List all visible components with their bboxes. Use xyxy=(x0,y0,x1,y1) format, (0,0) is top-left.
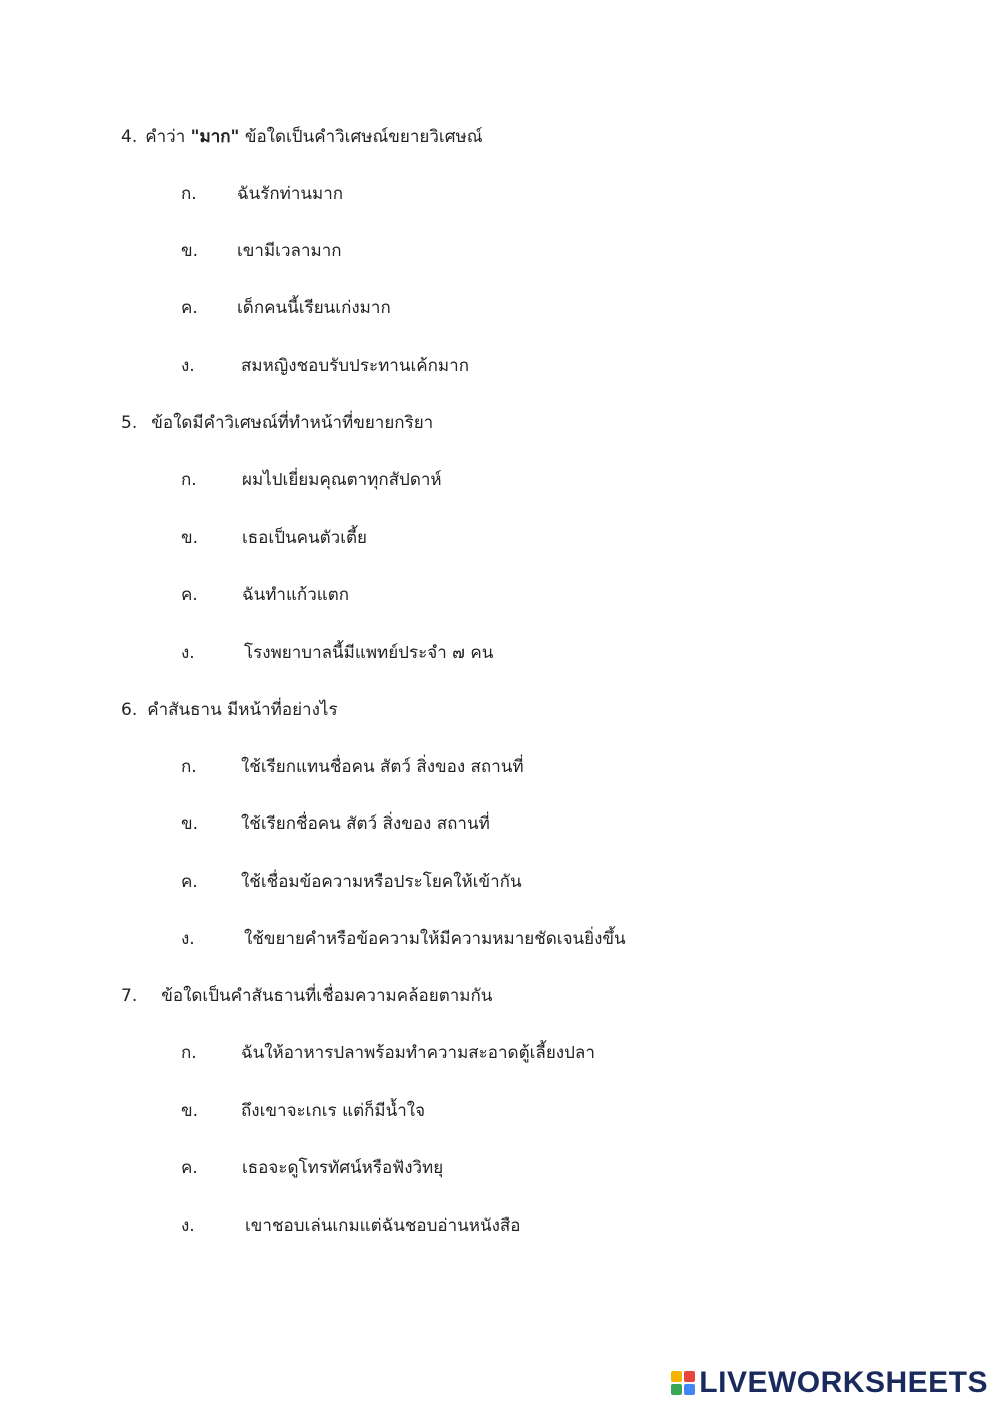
option-text: โรงพยาบาลนี้มีแพทย์ประจำ ๗ คน xyxy=(244,643,494,663)
logo-square-yellow xyxy=(671,1371,682,1382)
option-6-a[interactable] xyxy=(181,756,524,778)
option-4-b[interactable] xyxy=(181,240,342,262)
logo-square-green xyxy=(671,1384,682,1395)
option-7-d[interactable] xyxy=(181,1215,521,1237)
liveworksheets-logo-icon xyxy=(671,1371,695,1395)
option-letter: ข. xyxy=(181,241,199,261)
option-letter: ค. xyxy=(181,1158,198,1178)
question-prefix: คำว่า xyxy=(145,127,191,147)
option-text: ใช้เชื่อมข้อความหรือประโยคให้เข้ากัน xyxy=(241,872,522,892)
option-text: เขาชอบเล่นเกมแต่ฉันชอบอ่านหนังสือ xyxy=(245,1216,521,1236)
option-text: ฉันให้อาหารปลาพร้อมทำความสะอาดตู้เลี้ยงปลา xyxy=(241,1043,595,1063)
option-letter: ก. xyxy=(181,470,197,490)
option-letter: ง. xyxy=(181,1216,195,1236)
option-text: สมหญิงชอบรับประทานเค้กมาก xyxy=(241,356,469,376)
option-text: เธอจะดูโทรทัศน์หรือฟังวิทยุ xyxy=(242,1158,444,1178)
logo-square-blue xyxy=(684,1384,695,1395)
option-text: ถึงเขาจะเกเร แต่ก็มีน้ำใจ xyxy=(241,1101,426,1121)
question-number: 5. xyxy=(121,413,138,433)
option-text: ฉันรักท่านมาก xyxy=(237,184,344,204)
option-5-c[interactable] xyxy=(181,584,349,606)
option-7-b[interactable] xyxy=(181,1100,425,1122)
question-number: 4. xyxy=(121,127,138,147)
option-4-d[interactable] xyxy=(181,355,469,377)
option-text: ใช้เรียกแทนชื่อคน สัตว์ สิ่งของ สถานที่ xyxy=(241,757,524,777)
logo-square-red xyxy=(684,1371,695,1382)
question-text: ข้อใดเป็นคำสันธานที่เชื่อมความคล้อยตามกัน xyxy=(161,986,493,1006)
option-6-d[interactable] xyxy=(181,928,626,950)
option-letter: ข. xyxy=(181,1101,199,1121)
option-text: เขามีเวลามาก xyxy=(237,241,342,261)
option-text: เด็กคนนี้เรียนเก่งมาก xyxy=(237,298,391,318)
option-letter: ก. xyxy=(181,184,197,204)
question-keyword: "มาก" xyxy=(190,127,240,147)
option-text: เธอเป็นคนตัวเตี้ย xyxy=(242,528,368,548)
question-text: ข้อใดมีคำวิเศษณ์ที่ทำหน้าที่ขยายกริยา xyxy=(151,413,434,433)
question-suffix: ข้อใดเป็นคำวิเศษณ์ขยายวิเศษณ์ xyxy=(239,127,483,147)
option-5-a[interactable] xyxy=(181,469,442,491)
option-letter: ง. xyxy=(181,643,195,663)
question-number: 7. xyxy=(121,986,138,1006)
option-5-d[interactable] xyxy=(181,642,493,664)
option-letter: ข. xyxy=(181,814,199,834)
logo-text: LIVEWORKSHEETS xyxy=(699,1366,988,1399)
option-letter: ง. xyxy=(181,929,195,949)
option-letter: ค. xyxy=(181,585,198,605)
option-5-b[interactable] xyxy=(181,527,367,549)
option-4-a[interactable] xyxy=(181,183,343,205)
option-text: ฉันทำแก้วแตก xyxy=(242,585,350,605)
question-6 xyxy=(121,699,338,721)
question-text: คำสันธาน มีหน้าที่อย่างไร xyxy=(147,700,338,720)
option-7-c[interactable] xyxy=(181,1157,443,1179)
question-7 xyxy=(121,985,492,1007)
liveworksheets-logo[interactable] xyxy=(671,1366,988,1400)
option-letter: ค. xyxy=(181,298,198,318)
option-text: ใช้ขยายคำหรือข้อความให้มีความหมายชัดเจนยิ่งขึ้น xyxy=(244,929,626,949)
option-letter: ก. xyxy=(181,1043,197,1063)
option-7-a[interactable] xyxy=(181,1042,595,1064)
option-6-c[interactable] xyxy=(181,871,522,893)
option-6-b[interactable] xyxy=(181,813,490,835)
option-text: ผมไปเยี่ยมคุณตาทุกสัปดาห์ xyxy=(242,470,442,490)
option-text: ใช้เรียกชื่อคน สัตว์ สิ่งของ สถานที่ xyxy=(241,814,490,834)
question-5 xyxy=(121,412,433,434)
option-letter: ง. xyxy=(181,356,195,376)
option-letter: ค. xyxy=(181,872,198,892)
option-letter: ก. xyxy=(181,757,197,777)
question-number: 6. xyxy=(121,700,138,720)
option-4-c[interactable] xyxy=(181,297,391,319)
question-4 xyxy=(121,126,482,148)
option-letter: ข. xyxy=(181,528,199,548)
